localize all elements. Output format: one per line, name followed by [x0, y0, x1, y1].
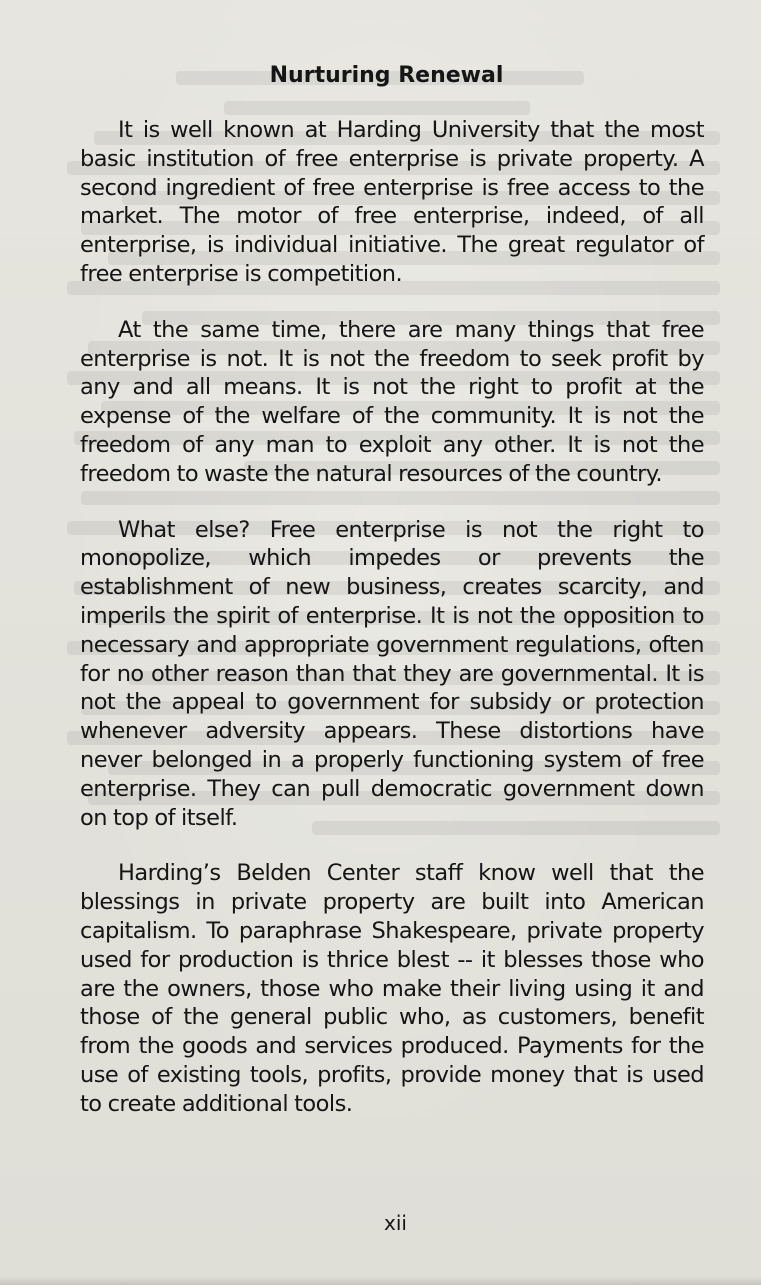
paragraph-2: At the same time, there are many things that free enterprise is not. It is not the freedom to seek profit by any and all means. It is not the right to profit at the expense of the welfare of the community. It is not the freedom of any man to exploit any other. It is not the freedom to waste the natural resources of the country. [80, 316, 704, 487]
body-text [80, 116, 704, 1146]
paragraph-4: Harding’s Belden Center staff know well that the blessings in private property are built into American capitalism. To paraphrase Shakespeare, private property used for production is thrice blest -- it blesses those who are the owners, those who make their living using it and those of the general public who, as customers, benefit from the goods and services produced. Payments for the use of existing tools, profits, provide money that is used to create additional tools. [80, 860, 704, 1117]
chapter-title: Nurturing Renewal [269, 63, 504, 88]
paragraph-3: What else? Free enterprise is not the right to monopolize, which impedes or prevents the establishment of new business, creates scarcity, and imperils the spirit of enterprise. It is not the opposition to necessary and appropriate government regulations, often for no other reason than that they are governmental. It is not the appeal to government for subsidy or protection whenever adversity appears. These distortions have never belonged in a properly functioning system of free enterprise. They can pull democratic government down on top of itself. [80, 516, 704, 831]
paragraph-1: It is well known at Harding University that the most basic institution of free enterprise is private property. A second ingredient of free enterprise is free access to the market. The motor of free enterprise, indeed, of all enterprise, is individual initiative. The great regulator of free enterprise is competition. [80, 117, 704, 287]
page-edge-shadow [0, 1277, 761, 1285]
page-number: xii [384, 1211, 407, 1235]
